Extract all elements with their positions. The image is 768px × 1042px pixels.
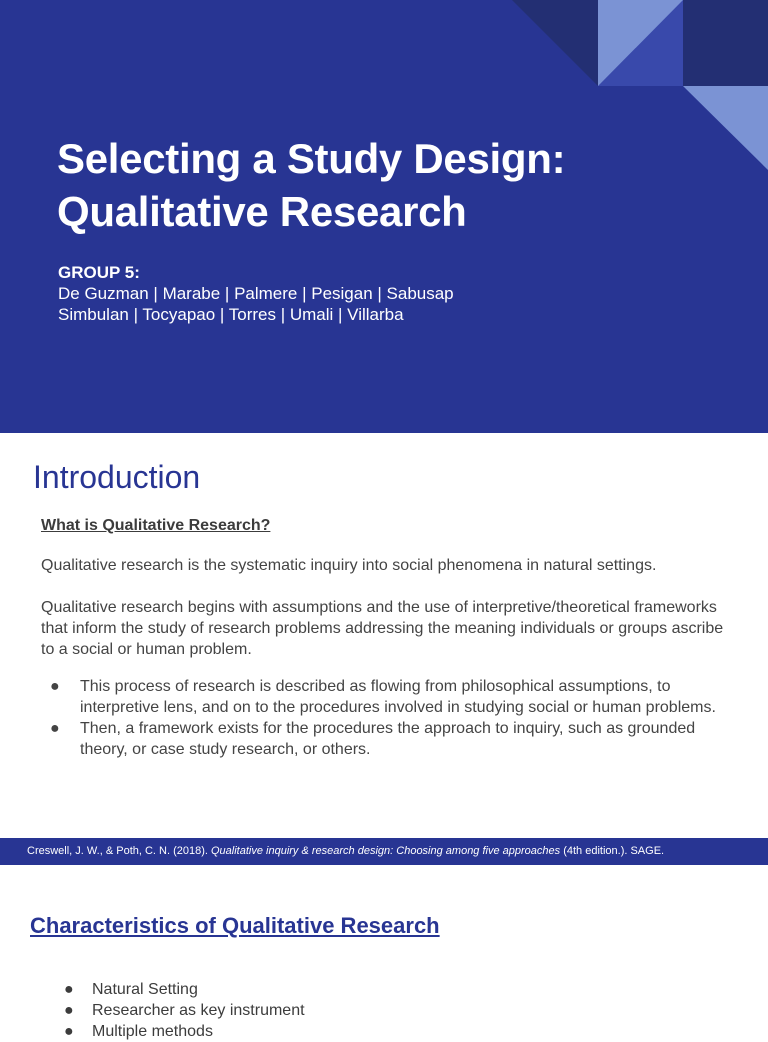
- group-members-line2: Simbulan | Tocyapao | Torres | Umali | Villarba: [58, 305, 404, 324]
- characteristics-heading: Characteristics of Qualitative Research: [30, 913, 440, 938]
- group-info: [58, 262, 454, 325]
- characteristics-slide: [0, 865, 768, 1040]
- slide-title-line2: Qualitative Research: [57, 188, 467, 235]
- introduction-slide: [0, 433, 768, 838]
- bullet-text: Then, a framework exists for the procedures the approach to inquiry, such as grounded theory, or case study research, or others.: [80, 720, 696, 758]
- slide-title: [57, 132, 697, 238]
- qualitative-question-subheading: What is Qualitative Research?: [41, 517, 271, 534]
- bullet-icon: ●: [64, 1023, 74, 1040]
- slide-title-line1: Selecting a Study Design:: [57, 135, 566, 182]
- title-slide: [0, 0, 768, 433]
- characteristic-text: Multiple methods: [92, 1023, 213, 1040]
- citation-book-title: Qualitative inquiry & research design: Choosing among five approaches: [211, 845, 561, 857]
- bullet-icon: ●: [50, 678, 60, 695]
- definition-paragraph: Qualitative research is the systematic inquiry into social phenomena in natural settings.: [41, 557, 657, 574]
- list-item: [41, 676, 721, 718]
- citation-publisher: (4th edition.). SAGE.: [560, 845, 665, 857]
- characteristics-list: [30, 979, 305, 1042]
- list-item: [30, 1000, 305, 1021]
- bullet-icon: ●: [64, 981, 74, 998]
- list-item: [30, 979, 305, 1000]
- bullet-icon: ●: [64, 1002, 74, 1019]
- assumptions-paragraph: Qualitative research begins with assumptions and the use of interpretive/theoretical frameworks that inform the study of research problems addressing the meaning individuals or groups ascribe to a social or human problem.: [41, 599, 724, 658]
- introduction-bullet-list: [41, 676, 721, 760]
- bullet-text: This process of research is described as flowing from philosophical assumptions, to interpretive lens, and on to the procedures involved in studying social or human problems.: [80, 678, 716, 716]
- characteristic-text: Natural Setting: [92, 981, 198, 998]
- deco-triangle-dark-left: [512, 0, 598, 86]
- group-members-line1: De Guzman | Marabe | Palmere | Pesigan | Sabusap: [58, 284, 454, 303]
- list-item: [30, 1021, 305, 1042]
- list-item: [41, 718, 721, 760]
- citation-text: [27, 838, 664, 865]
- group-label: GROUP 5:: [58, 263, 140, 282]
- introduction-heading: Introduction: [33, 459, 201, 495]
- citation-authors: Creswell, J. W., & Poth, C. N. (2018).: [27, 845, 211, 857]
- bullet-icon: ●: [50, 720, 60, 737]
- deco-square-dark: [683, 0, 768, 86]
- characteristic-text: Researcher as key instrument: [92, 1002, 305, 1019]
- citation-footer: [0, 838, 768, 865]
